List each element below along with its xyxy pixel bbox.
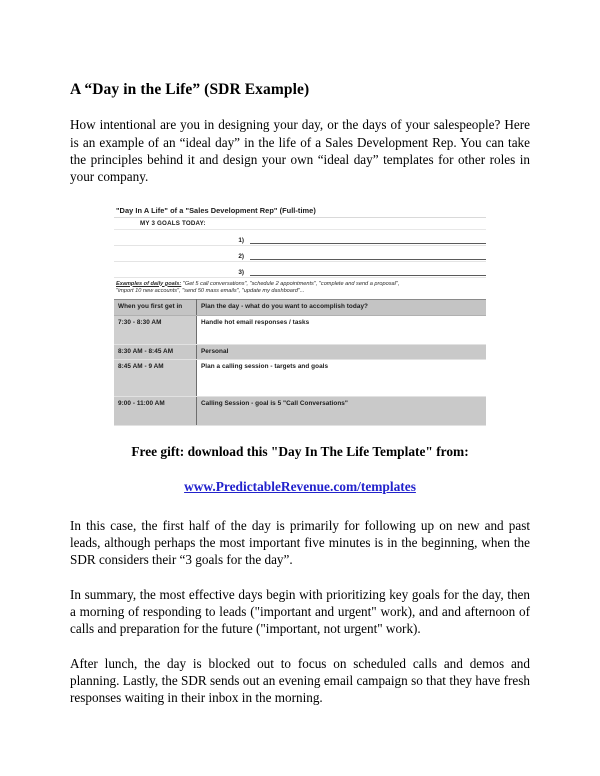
spacer xyxy=(70,496,530,517)
spacer xyxy=(70,461,530,478)
schedule-time: 8:30 AM - 8:45 AM xyxy=(114,344,197,359)
goal-row xyxy=(114,230,486,246)
spacer xyxy=(70,426,530,443)
schedule-header-activity: Plan the day - what do you want to accomplish today? xyxy=(197,300,487,315)
table-row xyxy=(114,344,486,359)
goal-write-in-line xyxy=(250,233,486,244)
body-paragraph-2: In summary, the most effective days begin with prioritizing key goals for the day, then a morning of responding to leads ("important and urgent" work), and and afternoon of calls and preparation for the future ("important, not urgent" work). xyxy=(70,586,530,637)
examples-label: Examples of daily goals: xyxy=(116,280,182,287)
goal-write-in-line xyxy=(250,249,486,260)
spacer xyxy=(70,638,530,655)
examples-line-2: "import 10 new accounts", "send 50 mass emails", "update my dashboard"... xyxy=(116,287,305,294)
schedule-table xyxy=(114,299,486,425)
body-paragraph-1: In this case, the first half of the day is primarily for following up on new and past leads, although perhaps the most important five minutes is in the beginning, when the SDR considers their “3 goals for the day”. xyxy=(70,517,530,568)
schedule-time: 9:00 - 11:00 AM xyxy=(114,396,197,425)
schedule-activity: Handle hot email responses / tasks xyxy=(197,315,487,344)
spacer xyxy=(70,99,530,116)
schedule-header-row xyxy=(114,300,486,315)
schedule-header-time: When you first get in xyxy=(114,300,197,315)
goal-number: 2) xyxy=(238,252,244,260)
template-download-link[interactable]: www.PredictableRevenue.com/templates xyxy=(184,478,416,494)
body-paragraph-3: After lunch, the day is blocked out to focus on scheduled calls and demos and planning. Lastly, the SDR sends out an evening email campaign so that they have fresh responses waiting in their inbox in the morning. xyxy=(70,655,530,706)
examples-line-1: "Get 5 call conversations", "schedule 2 appointments", "complete and send a proposal", xyxy=(182,280,400,287)
goal-row xyxy=(114,262,486,278)
schedule-activity: Calling Session - goal is 5 "Call Conversations" xyxy=(197,396,487,425)
free-gift-heading: Free gift: download this "Day In The Life Template" from: xyxy=(131,443,469,459)
figure-title: "Day In A Life" of a "Sales Development Rep" (Full-time) xyxy=(116,205,316,215)
goal-number: 1) xyxy=(238,236,244,244)
table-row xyxy=(114,396,486,425)
schedule-time: 8:45 AM - 9 AM xyxy=(114,359,197,396)
day-in-the-life-figure xyxy=(114,206,486,426)
goal-write-in-line xyxy=(250,265,486,276)
intro-paragraph: How intentional are you in designing your day, or the days of your salespeople? Here is an example of an “ideal day” in the life of a Sales Development Rep. You can take the principles behind it and design your own “ideal day” templates for other roles in your company. xyxy=(70,117,530,185)
template-link-line xyxy=(70,478,530,496)
goal-row xyxy=(114,246,486,262)
examples-note xyxy=(114,278,486,300)
schedule-time: 7:30 - 8:30 AM xyxy=(114,315,197,344)
schedule-activity: Plan a calling session - targets and goals xyxy=(197,359,487,396)
table-row xyxy=(114,359,486,396)
page-title: A “Day in the Life” (SDR Example) xyxy=(70,81,310,98)
spacer xyxy=(70,569,530,586)
goals-header: MY 3 GOALS TODAY: xyxy=(114,218,486,230)
table-row xyxy=(114,315,486,344)
goal-number: 3) xyxy=(238,268,244,276)
goals-block xyxy=(114,217,486,300)
schedule-activity: Personal xyxy=(197,344,487,359)
spacer xyxy=(70,186,530,206)
